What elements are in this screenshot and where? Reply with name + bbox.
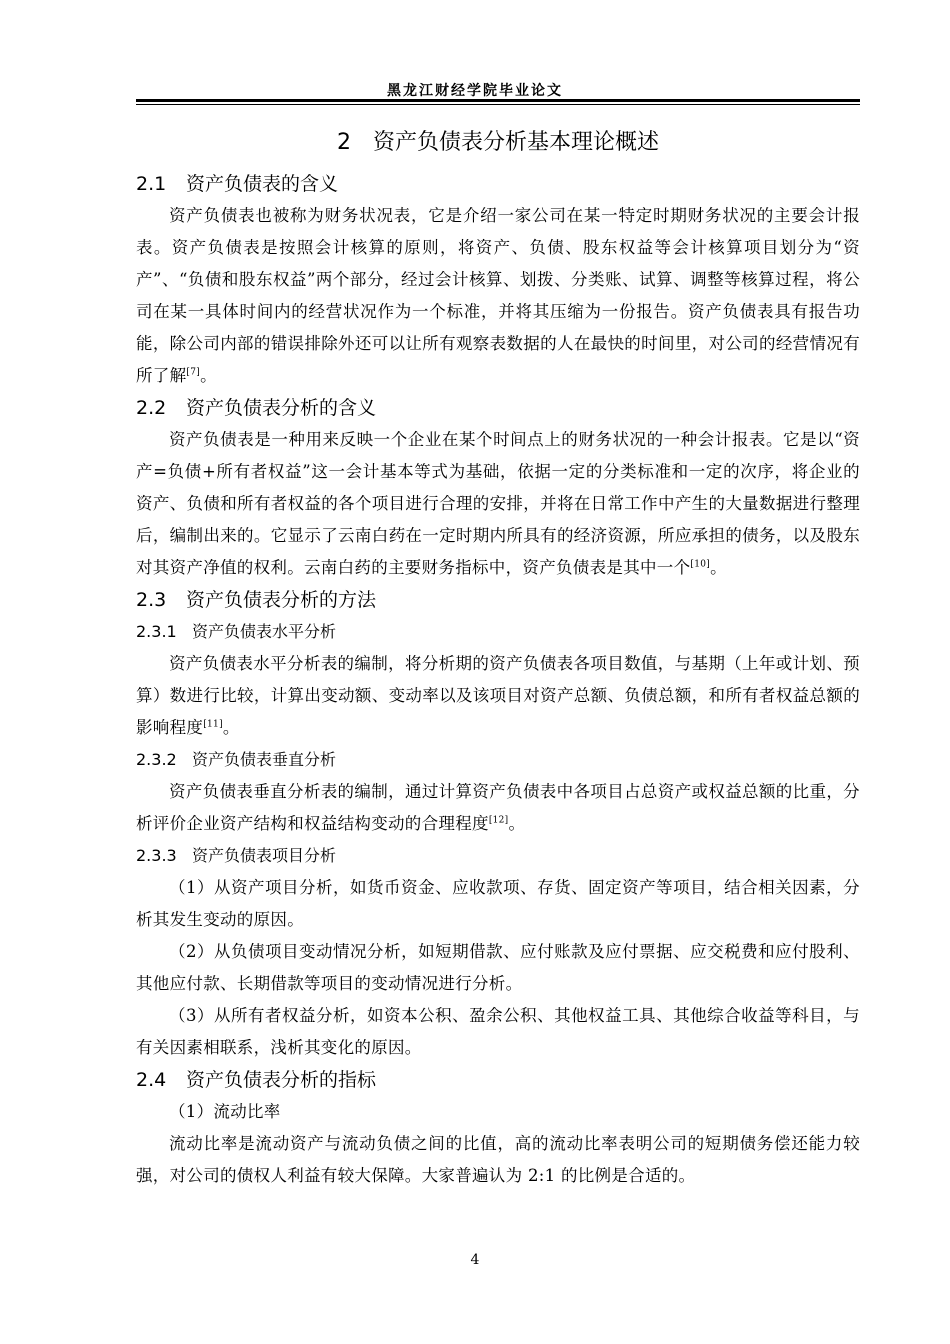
subsection-heading-2-3-1 (136, 616, 860, 648)
main-content (136, 126, 860, 1192)
subsection-heading-2-3-2 (136, 744, 860, 776)
paragraph-2-3-3-item-2: （2）从负债项目变动情况分析，如短期借款、应付账款及应付票据、应交税费和应付股利、其他应付款、长期借款等项目的变动情况进行分析。 (136, 942, 860, 993)
subsection-title: 资产负债表水平分析 (192, 622, 337, 641)
subsection-title: 资产负债表垂直分析 (192, 750, 337, 769)
section-title: 资产负债表分析的方法 (186, 589, 377, 611)
section-title: 资产负债表的含义 (186, 173, 339, 195)
header-rule-thin (136, 104, 860, 105)
subsection-number: 2.3.2 (136, 750, 177, 769)
paragraph-2-3-2 (136, 776, 860, 840)
section-title: 资产负债表分析的含义 (186, 397, 377, 419)
paragraph-end: 。 (200, 366, 217, 385)
page-number: 4 (470, 1252, 480, 1268)
paragraph-2-2 (136, 424, 860, 584)
paragraph-end: 。 (710, 558, 727, 577)
citation: [11] (203, 719, 223, 730)
chapter-heading (136, 126, 860, 160)
paragraph-2-3-1 (136, 648, 860, 744)
section-number: 2.4 (136, 1069, 167, 1091)
subsection-title: 资产负债表项目分析 (192, 846, 337, 865)
section-heading-2-3 (136, 584, 860, 616)
paragraph-end: 。 (222, 718, 240, 737)
paragraph-text: 资产负债表水平分析表的编制，将分析期的资产负债表各项目数值，与基期（上年或计划、预算）数进行比较，计算出变动额、变动率以及该项目对资产总额、负债总额，和所有者权益总额的影响程度 (136, 654, 860, 737)
paragraph-2-4: 流动比率是流动资产与流动负债之间的比值，高的流动比率表明公司的短期债务偿还能力较强，对公司的债权人利益有较大保障。大家普遍认为 2:1 的比例是合适的。 (136, 1134, 860, 1185)
paragraph-end: 。 (508, 814, 526, 833)
section-number: 2.3 (136, 589, 167, 611)
running-header: 黑龙江财经学院毕业论文 (387, 83, 563, 99)
paragraph-2-1 (136, 200, 860, 392)
citation: [12] (488, 815, 509, 826)
section-number: 2.2 (136, 397, 167, 419)
section-number: 2.1 (136, 173, 167, 195)
citation: [10] (690, 559, 711, 570)
section-heading-2-4 (136, 1064, 860, 1096)
section-heading-2-2 (136, 392, 860, 424)
chapter-number: 2 (336, 130, 351, 155)
paragraph-text: 资产负债表是一种用来反映一个企业在某个时间点上的财务状况的一种会计报表。它是以“资产=负债+所有者权益”这一会计基本等式为基础，依据一定的分类标准和一定的次序，将企业的资产、负债和所有者权益的各个项目进行合理的安排，并将在日常工作中产生的大量数据进行整理后，编制出来的。它显示了云南白药在一定时期内所具有的经济资源，所应承担的债务，以及股东对其资产净值的权利。云南白药的主要财务指标中，资产负债表是其中一个 (136, 430, 860, 577)
paragraph-text: 资产负债表也被称为财务状况表，它是介绍一家公司在某一特定时期财务状况的主要会计报表。资产负债表是按照会计核算的原则，将资产、负债、股东权益等会计核算项目划分为“资产”、“负债和股东权益”两个部分，经过会计核算、划拨、分类账、试算、调整等核算过程，将公司在某一具体时间内的经营状况作为一个标准，并将其压缩为一份报告。资产负债表具有报告功能，除公司内部的错误排除外还可以让所有观察表数据的人在最快的时间里，对公司的经营情况有所了解 (136, 206, 860, 385)
header-rule-thick (136, 99, 860, 102)
citation: [7] (186, 367, 201, 378)
paragraph-2-3-3-item-3: （3）从所有者权益分析，如资本公积、盈余公积、其他权益工具、其他综合收益等科目，与有关因素相联系，浅析其变化的原因。 (136, 1006, 860, 1057)
paragraph-2-3-3-item-1: （1）从资产项目分析，如货币资金、应收款项、存货、固定资产等项目，结合相关因素，分析其发生变动的原因。 (136, 878, 860, 929)
section-heading-2-1 (136, 168, 860, 200)
subsection-heading-2-3-3 (136, 840, 860, 872)
paragraph-text: 资产负债表垂直分析表的编制，通过计算资产负债表中各项目占总资产或权益总额的比重，分析评价企业资产结构和权益结构变动的合理程度 (136, 782, 860, 833)
subsection-number: 2.3.3 (136, 846, 177, 865)
section-title: 资产负债表分析的指标 (186, 1069, 377, 1091)
chapter-title: 资产负债表分析基本理论概述 (372, 130, 659, 155)
list-item-current-ratio: （1）流动比率 (169, 1102, 281, 1121)
subsection-number: 2.3.1 (136, 622, 177, 641)
